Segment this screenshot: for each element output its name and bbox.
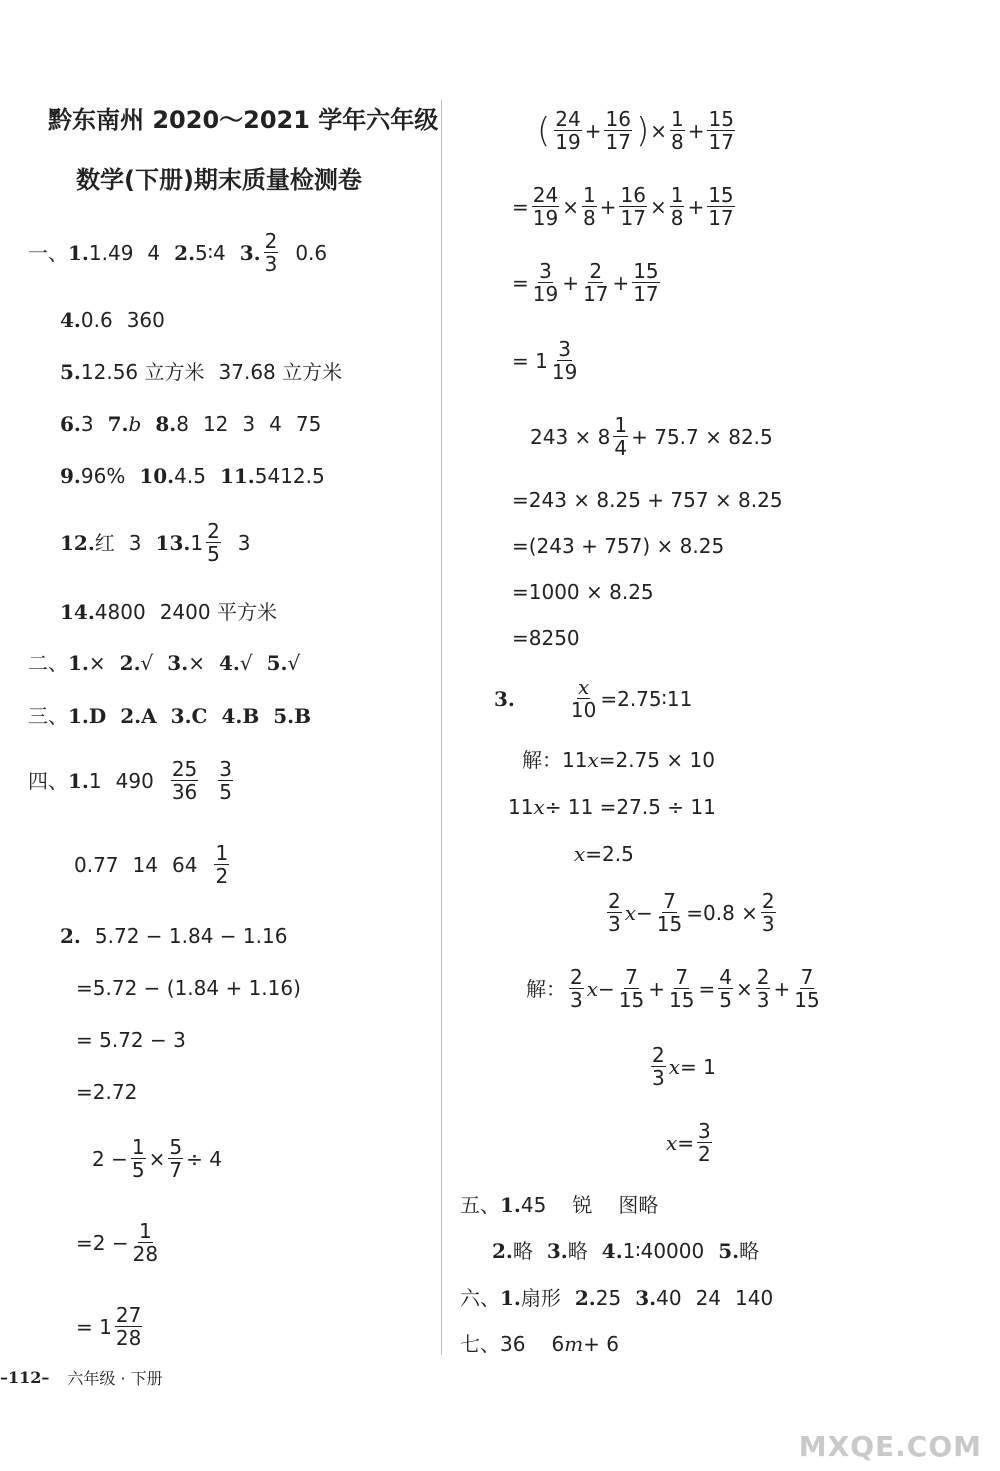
r-line-2: = $\frac{24}{19}$ × $\frac{1}{8}$ + $\frac{16}{17}$ × $\frac{1}{8}$ + $\frac{15}{17}$ bbox=[512, 183, 734, 230]
fraction: $\frac{3}{19}$ bbox=[532, 259, 559, 306]
fraction: $\frac{24}{19}$ bbox=[532, 183, 559, 230]
fraction: $\frac{1}{4}$ bbox=[614, 413, 628, 460]
watermark: MXQE.COM bbox=[798, 1430, 982, 1463]
r-line-1: ( $\frac{24}{19}$ + $\frac{16}{17}$ ) × $\frac{1}{8}$ + $\frac{15}{17}$ bbox=[537, 107, 734, 154]
r-line-7: =(243 + 757) × 8.25 bbox=[512, 534, 725, 558]
r-line-12: 11 x ÷ 11 =27.5 ÷ 11 bbox=[508, 795, 716, 819]
fraction: $\frac{16}{17}$ bbox=[605, 107, 631, 154]
fraction: $\frac{1}{5}$ bbox=[131, 1135, 145, 1182]
section-2-line: 二、 1. × 2. √ 3. × 4. √ 5. √ bbox=[28, 651, 301, 675]
fraction: $\frac{2}{3}$ bbox=[652, 1043, 665, 1090]
answer-line-q12-q13: 12. 红 3 13. 1 $\frac{2}{5}$ 3 bbox=[60, 519, 251, 566]
r-line-4: = 1 $\frac{3}{19}$ bbox=[512, 337, 578, 384]
fraction: $\frac{7}{15}$ bbox=[794, 965, 820, 1012]
title-line-2: 数学(下册)期末质量检测卷 bbox=[76, 166, 362, 194]
fraction: $\frac{2}{17}$ bbox=[582, 259, 609, 306]
calc-line-7: = 1 $\frac{27}{28}$ bbox=[76, 1303, 142, 1350]
r-line-11: 解：11 x =2.75 × 10 bbox=[522, 748, 715, 772]
r-line-13: x =2.5 bbox=[574, 842, 634, 866]
fraction: $\frac{7}{15}$ bbox=[618, 965, 645, 1012]
answer-line-q14: 14. 4800 2400 平方米 bbox=[60, 600, 277, 624]
fraction: $\frac{7}{15}$ bbox=[669, 965, 695, 1012]
fraction: $\frac{15}{17}$ bbox=[708, 183, 734, 230]
fraction: $\frac{15}{17}$ bbox=[633, 259, 659, 306]
r-line-9: =8250 bbox=[512, 626, 580, 650]
answer-line-q4: 4. 0.6 360 bbox=[60, 308, 165, 332]
title-line-1: 黔东南州 2020～2021 学年六年级 bbox=[48, 106, 439, 134]
fraction: $\frac{2}{5}$ bbox=[207, 519, 220, 566]
section-1-line-1: 一、 1. 1.49 4 2. 5∶4 3. $\frac{2}{3}$ 0.6 bbox=[28, 229, 328, 276]
fraction: $\frac{3}{19}$ bbox=[551, 337, 578, 384]
answer-line-q5: 5. 12.56 立方米 37.68 立方米 bbox=[60, 360, 343, 384]
r-line-3: = $\frac{3}{19}$ + $\frac{2}{17}$ + $\frac{15}{17}$ bbox=[512, 259, 659, 306]
fraction: $\frac{16}{17}$ bbox=[620, 183, 646, 230]
fraction: $\frac{3}{2}$ bbox=[698, 1119, 711, 1166]
fraction: $\frac{2}{3}$ bbox=[608, 889, 621, 936]
section-6-line: 六、 1. 扇形 2. 25 3. 40 24 140 bbox=[460, 1286, 774, 1310]
fraction: $\frac{25}{36}$ bbox=[171, 757, 198, 804]
fraction: $\frac{5}{7}$ bbox=[169, 1135, 183, 1182]
fraction: $\frac{15}{17}$ bbox=[708, 107, 734, 154]
fraction: $\frac{1}{8}$ bbox=[670, 107, 684, 154]
section-5-line-1: 五、 1. 45 锐 图略 bbox=[460, 1193, 659, 1217]
fraction: $\frac{x}{10}$ bbox=[570, 675, 597, 722]
section-4-line-2: 0.77 14 64 $\frac{1}{2}$ bbox=[74, 841, 229, 888]
fraction: $\frac{3}{5}$ bbox=[219, 757, 232, 804]
grade-label: 六年级 · 下册 bbox=[67, 1369, 163, 1388]
answer-line-q6-q8: 6. 3 7. b 8. 8 12 3 4 75 bbox=[60, 412, 322, 436]
section-3-line: 三、 1. D 2. A 3. C 4. B 5. B bbox=[28, 704, 312, 728]
r-line-6: =243 × 8.25 + 757 × 8.25 bbox=[512, 488, 783, 512]
fraction: $\frac{27}{28}$ bbox=[115, 1303, 142, 1350]
page-number: –112– bbox=[0, 1368, 50, 1387]
calc-line-3: = 5.72 − 3 bbox=[76, 1028, 186, 1052]
fraction: $\frac{2}{3}$ bbox=[570, 965, 583, 1012]
section-5-line-2: 2. 略 3. 略 4. 1∶40000 5. 略 bbox=[492, 1239, 760, 1263]
r-line-8: =1000 × 8.25 bbox=[512, 580, 654, 604]
fraction: $\frac{1}{28}$ bbox=[132, 1219, 159, 1266]
fraction: $\frac{1}{8}$ bbox=[670, 183, 684, 230]
calc-line-1: 2. 5.72 − 1.84 − 1.16 bbox=[60, 924, 288, 948]
fraction: $\frac{2}{3}$ bbox=[264, 229, 278, 276]
r-line-5: 243 × 8 $\frac{1}{4}$ + 75.7 × 82.5 bbox=[530, 413, 773, 460]
calc-line-4: =2.72 bbox=[76, 1080, 138, 1104]
fraction: $\frac{7}{15}$ bbox=[656, 889, 683, 936]
fraction: $\frac{4}{5}$ bbox=[719, 965, 732, 1012]
r-line-16: $\frac{2}{3}$ x = 1 bbox=[652, 1043, 716, 1090]
fraction: $\frac{24}{19}$ bbox=[555, 107, 581, 154]
section-7-line: 七、 36 6 m + 6 bbox=[460, 1332, 619, 1356]
r-line-14: $\frac{2}{3}$ x − $\frac{7}{15}$ =0.8 × $\frac{2}{3}$ bbox=[608, 889, 775, 936]
page-footer bbox=[0, 1366, 163, 1389]
calc-line-2: =5.72 − (1.84 + 1.16) bbox=[76, 976, 301, 1000]
column-divider bbox=[441, 100, 442, 1355]
calc-line-6: =2 − $\frac{1}{28}$ bbox=[76, 1219, 159, 1266]
r-line-17: x = $\frac{3}{2}$ bbox=[666, 1119, 711, 1166]
fraction: $\frac{2}{3}$ bbox=[756, 965, 770, 1012]
r-line-10: 3. $\frac{x}{10}$ =2.75∶11 bbox=[494, 675, 693, 722]
fraction: $\frac{1}{8}$ bbox=[582, 183, 596, 230]
r-line-15: 解： $\frac{2}{3}$ x − $\frac{7}{15}$ + $\frac{7}{15}$ = $\frac{4}{5}$ × $\frac{2}{3}$ + $\frac{7}{15}$ bbox=[526, 965, 820, 1012]
fraction: $\frac{2}{3}$ bbox=[761, 889, 775, 936]
calc-line-5: 2 − $\frac{1}{5}$ × $\frac{5}{7}$ ÷ 4 bbox=[92, 1135, 222, 1182]
section-4-line-1: 四、 1. 1 490 $\frac{25}{36}$ $\frac{3}{5}$ bbox=[28, 757, 232, 804]
answer-line-q9-q11: 9. 96% 10. 4.5 11. 5412.5 bbox=[60, 464, 325, 488]
fraction: $\frac{1}{2}$ bbox=[215, 841, 229, 888]
